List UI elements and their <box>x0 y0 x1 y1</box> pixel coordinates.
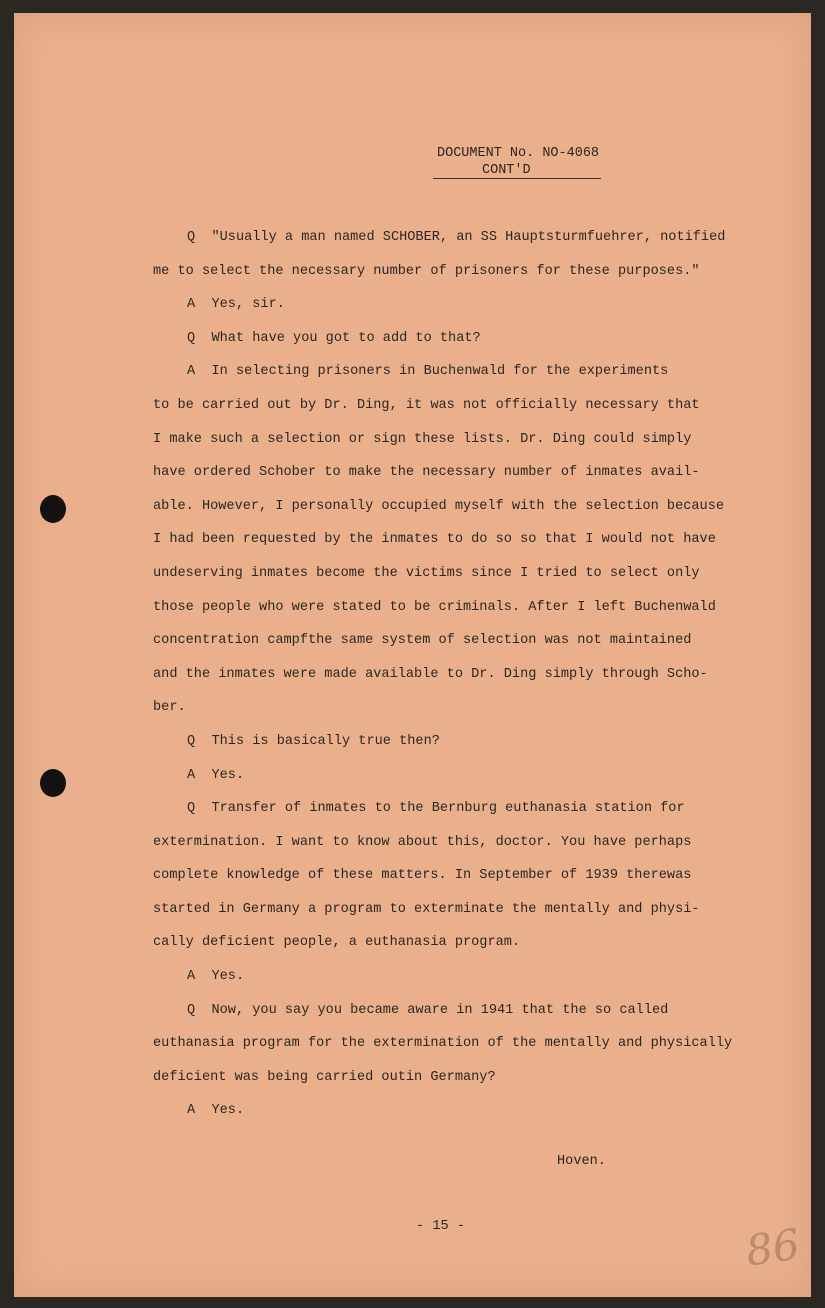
transcript-line: I had been requested by the inmates to do so so that I would not have <box>153 532 716 548</box>
page-number: - 15 - <box>416 1219 465 1234</box>
transcript-line: cally deficient people, a euthanasia program. <box>153 935 521 951</box>
transcript-body <box>153 229 753 1136</box>
document-page <box>14 13 811 1297</box>
transcript-line: ber. <box>153 700 186 716</box>
transcript-line: I make such a selection or sign these lists. Dr. Ding could simply <box>153 431 692 447</box>
transcript-line: A Yes. <box>187 1103 245 1119</box>
transcript-line: me to select the necessary number of prisoners for these purposes." <box>153 263 700 279</box>
signature-name: Hoven. <box>557 1154 606 1169</box>
transcript-line: Q "Usually a man named SCHOBER, an SS Hauptsturmfuehrer, notified <box>187 230 726 245</box>
punch-hole <box>40 769 66 797</box>
transcript-line: Q What have you got to add to that? <box>187 330 481 346</box>
transcript-line: Q Now, you say you became aware in 1941 that the so called <box>187 1002 669 1018</box>
transcript-line: those people who were stated to be criminals. After I left Buchenwald <box>153 599 716 615</box>
transcript-line: have ordered Schober to make the necessary number of inmates avail- <box>153 465 700 481</box>
document-number: DOCUMENT No. NO-4068 <box>437 146 600 161</box>
header-underline <box>433 178 601 179</box>
transcript-line: Q Transfer of inmates to the Bernburg euthanasia station for <box>187 801 685 817</box>
transcript-line: extermination. I want to know about this, doctor. You have perhaps <box>153 834 692 850</box>
transcript-line: and the inmates were made available to Dr. Ding simply through Scho- <box>153 666 708 682</box>
document-header <box>433 145 603 179</box>
punch-hole <box>40 495 66 523</box>
transcript-line: undeserving inmates become the victims since I tried to select only <box>153 565 700 581</box>
transcript-line: complete knowledge of these matters. In September of 1939 therewas <box>153 868 692 884</box>
transcript-line: A Yes, sir. <box>187 297 285 313</box>
handwritten-page-number: 86 <box>742 1219 803 1276</box>
transcript-line: Q This is basically true then? <box>187 733 440 749</box>
transcript-line: A Yes. <box>187 767 245 783</box>
transcript-line: concentration campfthe same system of selection was not maintained <box>153 633 692 649</box>
transcript-line: A In selecting prisoners in Buchenwald for the experiments <box>187 364 669 380</box>
transcript-line: started in Germany a program to exterminate the mentally and physi- <box>153 901 700 917</box>
continued-label: CONT'D <box>482 163 531 178</box>
transcript-line: A Yes. <box>187 969 245 985</box>
transcript-line: deficient was being carried outin Germany? <box>153 1069 496 1085</box>
transcript-line: euthanasia program for the extermination of the mentally and physically <box>153 1036 733 1052</box>
transcript-line: to be carried out by Dr. Ding, it was not officially necessary that <box>153 397 700 413</box>
transcript-line: able. However, I personally occupied myself with the selection because <box>153 498 725 514</box>
